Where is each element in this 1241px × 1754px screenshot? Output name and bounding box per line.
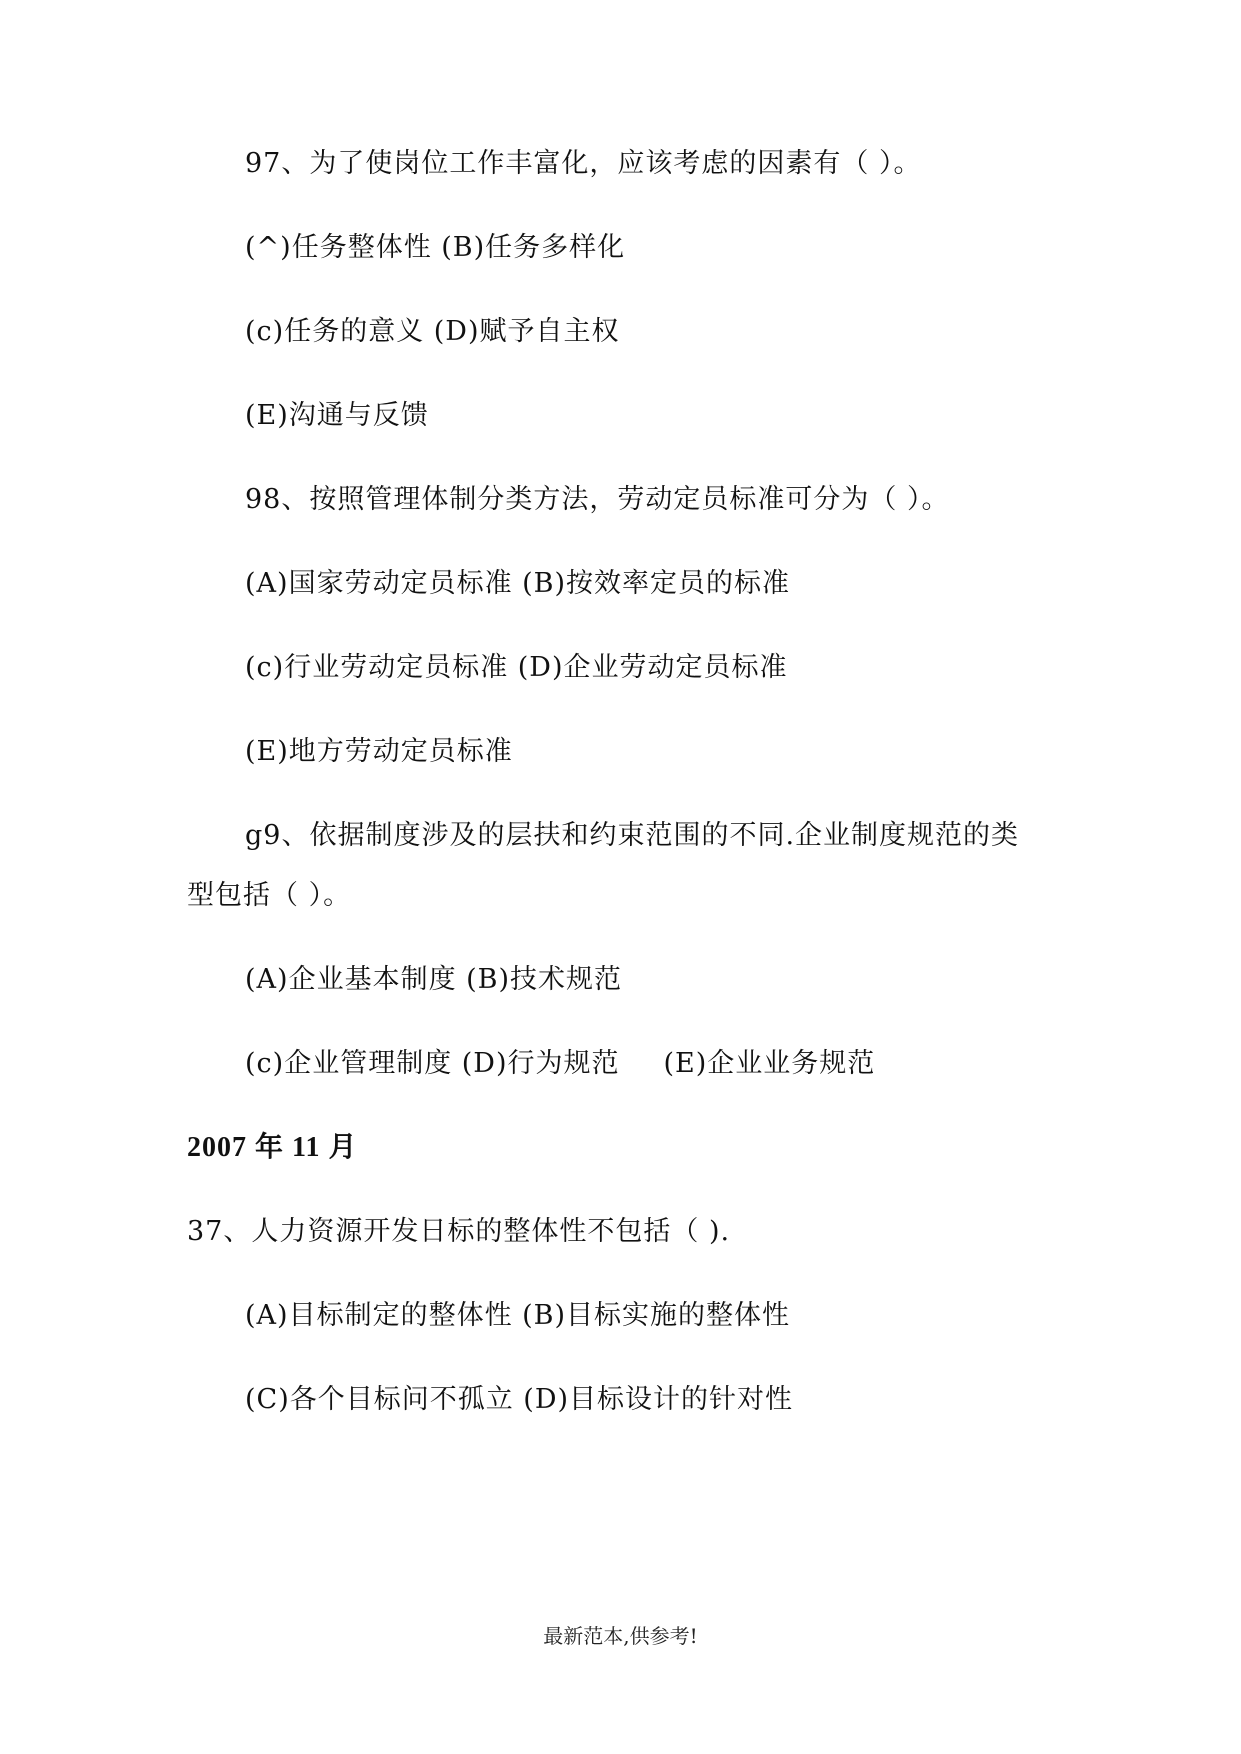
question-99-text-line-2: 型包括（ ）。 bbox=[187, 880, 352, 911]
question-99-options-c-d-e bbox=[245, 1046, 875, 1082]
question-99-options-c-d: (c)企业管理制度 (D)行为规范 bbox=[245, 1048, 620, 1079]
question-97-options-a-b: (^)任务整体性 (B)任务多样化 bbox=[245, 232, 626, 263]
question-37-options-a-b: (A)目标制定的整体性 (B)目标实施的整体性 bbox=[245, 1300, 791, 1331]
section-heading: 2007 年 11 月 bbox=[187, 1132, 358, 1163]
question-97-options-c-d: (c)任务的意义 (D)赋予自主权 bbox=[245, 316, 620, 347]
question-99-option-e: (E)企业业务规范 bbox=[663, 1048, 876, 1079]
question-98-option-e: (E)地方劳动定员标准 bbox=[245, 736, 513, 767]
question-37-text: 37、人力资源开发日标的整体性不包括（ ). bbox=[187, 1216, 731, 1247]
page-footer: 最新范本,供参考! bbox=[543, 1624, 698, 1648]
question-99-text-line-1: g9、依据制度涉及的层扶和约束范围的不同.企业制度规范的类 bbox=[245, 820, 1020, 851]
question-98-options-c-d: (c)行业劳动定员标准 (D)企业劳动定员标准 bbox=[245, 652, 788, 683]
question-37-options-c-d: (C)各个目标问不孤立 (D)目标设计的针对性 bbox=[245, 1384, 794, 1415]
question-98-text: 98、按照管理体制分类方法，劳动定员标准可分为（ ）。 bbox=[245, 484, 950, 515]
question-97-text: 97、为了使岗位工作丰富化，应该考虑的因素有（ ）。 bbox=[245, 148, 922, 179]
question-99-options-a-b: (A)企业基本制度 (B)技术规范 bbox=[245, 964, 623, 995]
question-97-option-e: (E)沟通与反馈 bbox=[245, 400, 429, 431]
question-98-options-a-b: (A)国家劳动定员标准 (B)按效率定员的标准 bbox=[245, 568, 791, 599]
